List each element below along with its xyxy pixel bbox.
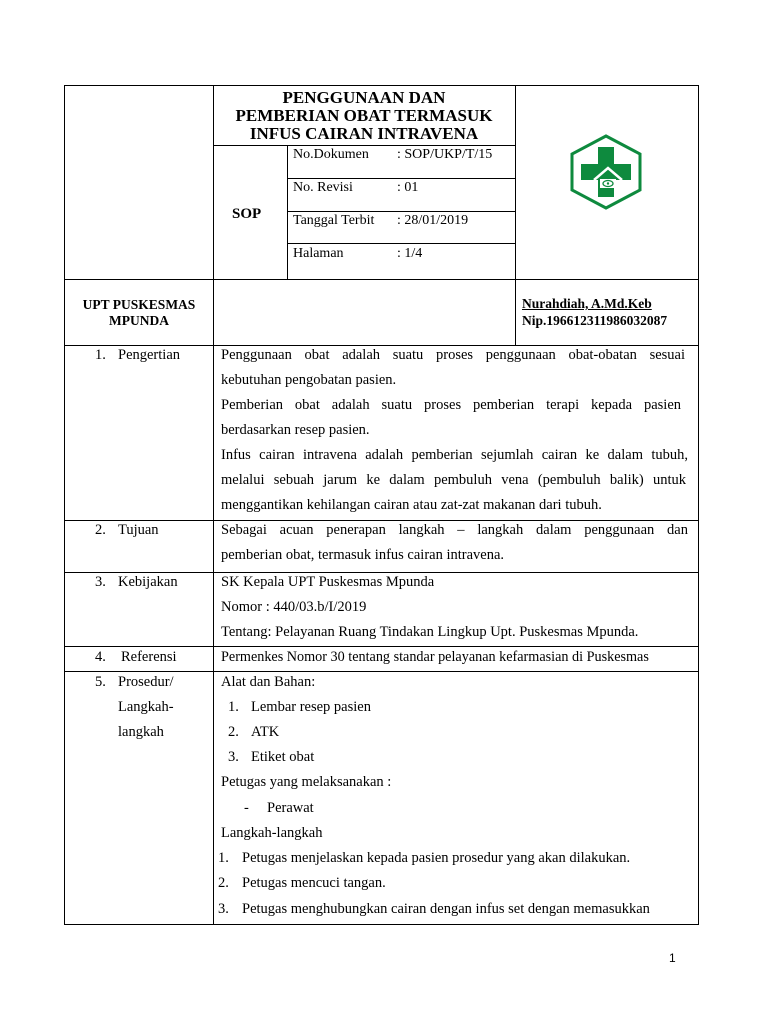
alat-heading: Alat dan Bahan: (221, 674, 316, 690)
section-number: 4. (95, 649, 106, 665)
table-border-top (64, 85, 699, 86)
column-divider (213, 85, 214, 925)
table-border-right (698, 85, 699, 925)
table-border-bottom (64, 924, 699, 925)
header-divider-meta (287, 145, 288, 279)
meta-value-tanggal-terbit: : 28/01/2019 (397, 213, 469, 228)
kebijakan-line: SK Kepala UPT Puskesmas Mpunda (221, 574, 435, 590)
document-title (216, 89, 512, 143)
pengertian-line: melalui sebuah jarum ke dalam pembuluh vena (pembuluh balik) untuk (221, 472, 686, 488)
langkah-item-number: 3. (218, 901, 229, 917)
title-line: PENGGUNAAN DAN (282, 88, 446, 107)
signer-divider (515, 279, 516, 345)
table-border-left (64, 85, 65, 925)
section-label-tujuan: Tujuan (118, 522, 159, 538)
alat-item: ATK (251, 724, 280, 740)
section-label-prosedur: langkah (118, 724, 164, 740)
org-name-line: MPUNDA (109, 313, 169, 328)
petugas-bullet: - (244, 800, 249, 816)
puskesmas-logo-icon (568, 133, 644, 211)
petugas-item: Perawat (267, 800, 314, 816)
pengertian-line: kebutuhan pengobatan pasien. (221, 372, 397, 388)
meta-label-no-revisi: No. Revisi (293, 180, 353, 195)
pengertian-line: Pemberian obat adalah suatu proses pemberian terapi kepada pasien (221, 397, 681, 413)
row-line (64, 279, 699, 280)
langkah-item: Petugas menjelaskan kepada pasien prosedur yang akan dilakukan. (242, 850, 631, 866)
row-line (64, 646, 699, 647)
org-name (66, 297, 212, 329)
sop-label: SOP (232, 206, 262, 222)
petugas-heading: Petugas yang melaksanakan : (221, 774, 392, 790)
org-name-line: UPT PUSKESMAS (82, 297, 196, 312)
referensi-line: Permenkes Nomor 30 tentang standar pelayanan kefarmasian di Puskesmas (221, 649, 649, 665)
kebijakan-line: Nomor : 440/03.b/I/2019 (221, 599, 367, 615)
section-number: 3. (95, 574, 106, 590)
meta-row-line (287, 243, 515, 244)
meta-value-no-revisi: : 01 (397, 180, 419, 195)
section-number: 1. (95, 347, 106, 363)
page-number: 1 (669, 951, 676, 965)
meta-label-no-dokumen: No.Dokumen (293, 147, 369, 162)
section-label-referensi: Referensi (121, 649, 177, 665)
signer-nip: Nip.196612311986032087 (522, 313, 668, 328)
meta-value-halaman: : 1/4 (397, 246, 423, 261)
kebijakan-line: Tentang: Pelayanan Ruang Tindakan Lingkup Upt. Puskesmas Mpunda. (221, 624, 639, 640)
alat-item: Lembar resep pasien (251, 699, 371, 715)
alat-item-number: 3. (228, 749, 239, 765)
tujuan-line: Sebagai acuan penerapan langkah – langkah dalam penggunaan dan (221, 522, 688, 538)
meta-value-no-dokumen: : SOP/UKP/T/15 (397, 147, 493, 162)
section-label-prosedur: Langkah- (118, 699, 174, 715)
langkah-item: Petugas menghubungkan cairan dengan infus set dengan memasukkan (242, 901, 650, 917)
section-label-prosedur: Prosedur/ (118, 674, 174, 690)
meta-label-halaman: Halaman (293, 246, 344, 261)
pengertian-line: menggantikan kehilangan cairan atau zat-zat makanan dari tubuh. (221, 497, 602, 513)
row-line (64, 671, 699, 672)
tujuan-line: pemberian obat, termasuk infus cairan intravena. (221, 547, 505, 563)
section-label-pengertian: Pengertian (118, 347, 181, 363)
langkah-item-number: 2. (218, 875, 229, 891)
title-line: PEMBERIAN OBAT TERMASUK (235, 106, 493, 125)
langkah-item: Petugas mencuci tangan. (242, 875, 386, 891)
pengertian-line: Penggunaan obat adalah suatu proses penggunaan obat-obatan sesuai (221, 347, 685, 363)
langkah-item-number: 1. (218, 850, 229, 866)
alat-item: Etiket obat (251, 749, 315, 765)
section-number: 5. (95, 674, 106, 690)
alat-item-number: 2. (228, 724, 239, 740)
alat-item-number: 1. (228, 699, 239, 715)
langkah-heading: Langkah-langkah (221, 825, 323, 841)
meta-label-tanggal-terbit: Tanggal Terbit (293, 213, 375, 228)
signer-name: Nurahdiah, A.Md.Keb (522, 296, 652, 311)
section-label-kebijakan: Kebijakan (118, 574, 178, 590)
section-number: 2. (95, 522, 106, 538)
header-divider-logo (515, 85, 516, 279)
title-line: INFUS CAIRAN INTRAVENA (249, 124, 479, 143)
pengertian-line: Infus cairan intravena adalah pemberian sejumlah cairan ke dalam tubuh, (221, 447, 688, 463)
pengertian-line: berdasarkan resep pasien. (221, 422, 370, 438)
